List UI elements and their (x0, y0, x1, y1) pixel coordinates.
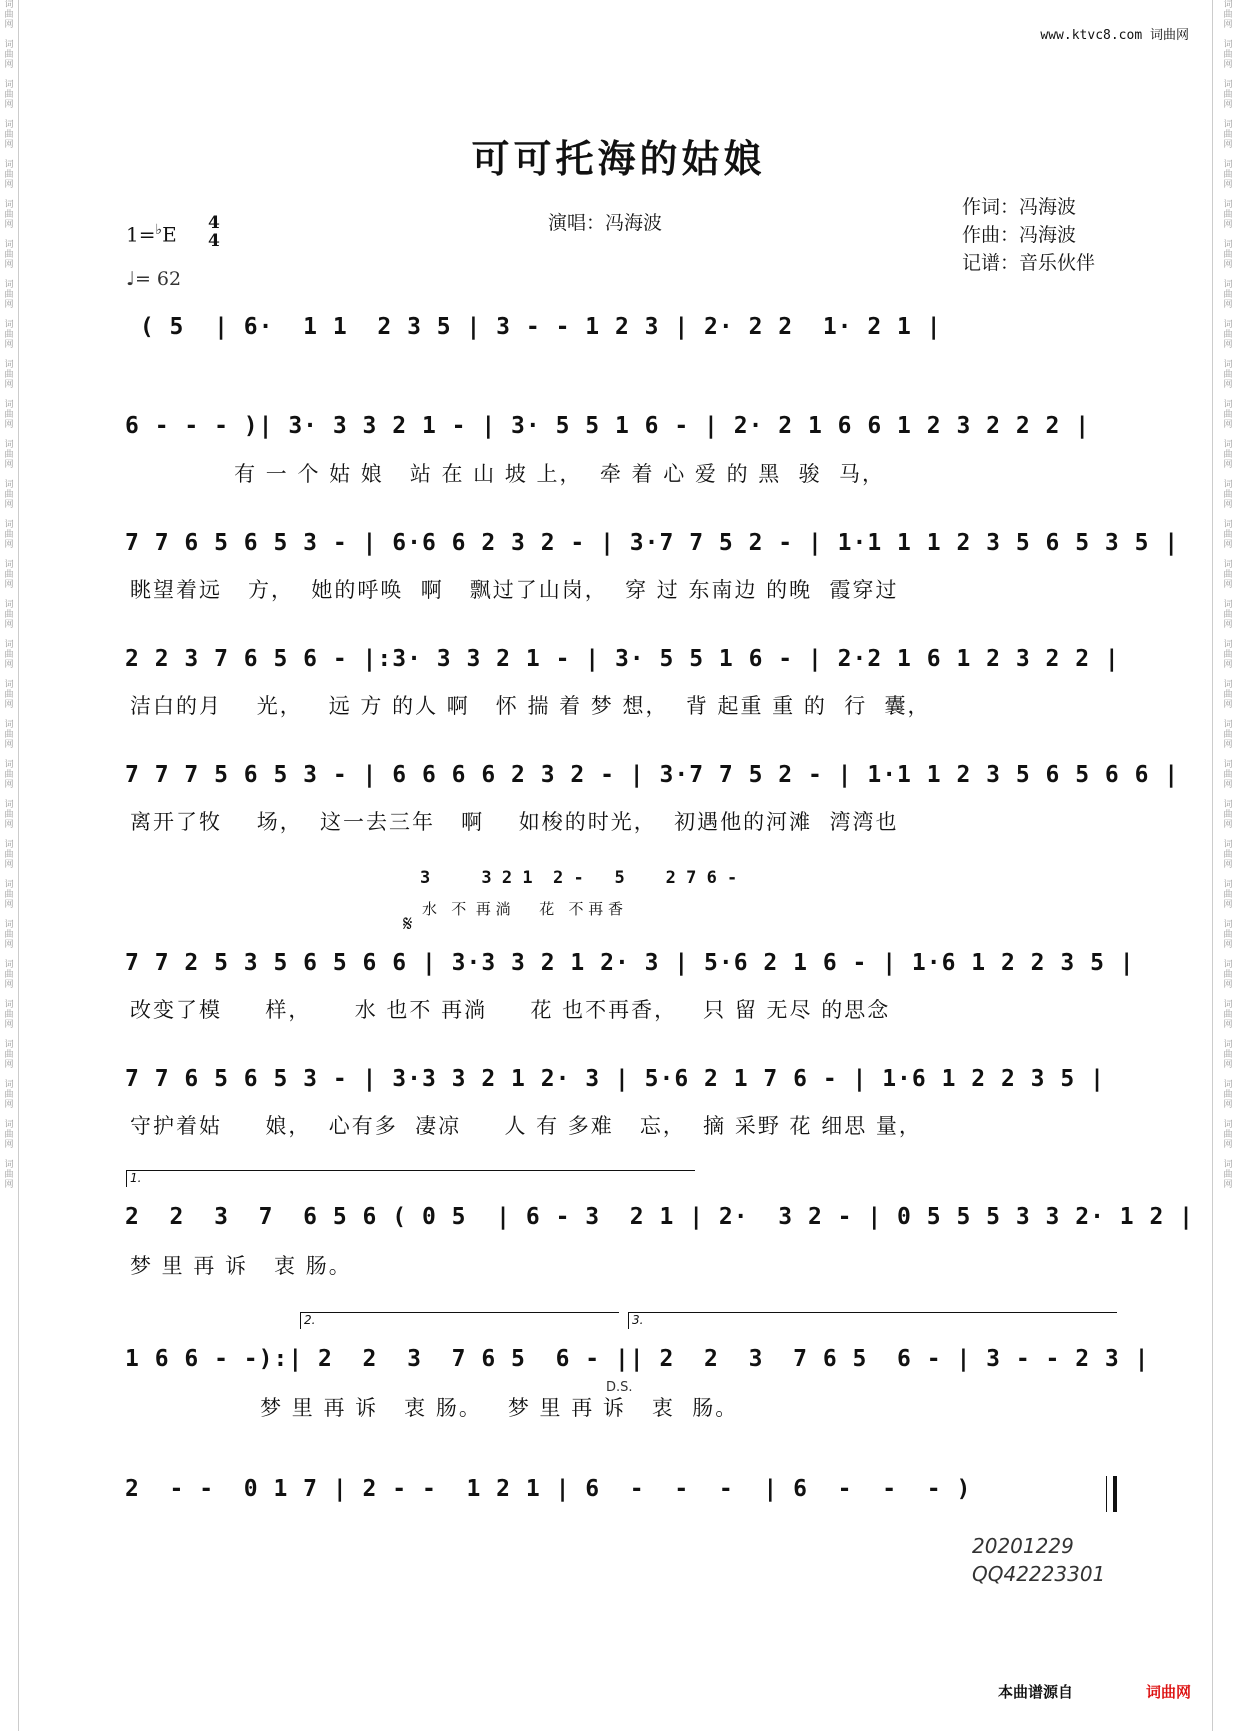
lyrics-row-9: 梦 里 再 诉 衷 肠。 梦 里 再 诉 衷 肠。 (130, 1396, 739, 1420)
performer-credit: 演唱：冯海波 (548, 212, 663, 234)
side-watermark-right: 词曲网 词曲网 词曲网 词曲网 词曲网 词曲网 词曲网 词曲网 词曲网 词曲网 词曲网 词曲网 词曲网 词曲网 词曲网 词曲网 词曲网 词曲网 词曲网 词曲网 词曲网 词曲网 词曲网 词曲网 词曲网 词曲网 词曲网 词曲网 词曲网 词曲网 (1223, 0, 1233, 1190)
site-brand[interactable]: 词曲网 (1149, 28, 1189, 43)
lyrics-row-8: 梦 里 再 诉 衷 肠。 (130, 1254, 352, 1278)
lyrics-row-6: 改变了模 样， 水 也不 再淌 花 也不再香， 只 留 无尽 的思念 (130, 998, 891, 1022)
left-border-line (18, 0, 19, 1731)
side-watermark-left: 词曲网 词曲网 词曲网 词曲网 词曲网 词曲网 词曲网 词曲网 词曲网 词曲网 词曲网 词曲网 词曲网 词曲网 词曲网 词曲网 词曲网 词曲网 词曲网 词曲网 词曲网 词曲网 词曲网 词曲网 词曲网 词曲网 词曲网 词曲网 词曲网 词曲网 (4, 0, 14, 1190)
final-barline-thick (1113, 1476, 1117, 1512)
song-credits (962, 193, 1095, 277)
transcriber-qq: QQ42223301 (972, 1562, 1106, 1586)
song-title: 可可托海的姑娘 (471, 136, 766, 181)
first-ending-bracket: 1. (126, 1170, 695, 1187)
transcription-date: 20201229 (972, 1534, 1074, 1558)
lyrics-row-5: 离开了牧 场， 这一去三年 啊 如梭的时光， 初遇他的河滩 湾湾也 (130, 810, 899, 834)
alt-verse-lyrics: 水 不 再 淌 花 不 再 香 (422, 900, 624, 918)
lyrics-row-7: 守护着姑 娘， 心有多 凄凉 人 有 多难 忘， 摘 采野 花 细思 量， (130, 1114, 922, 1138)
notation-row-3: 7 7 6 5 6 5 3 - | 6·6 6 2 3 2 - | 3·7 7 5 2 - | 1·1 1 1 2 3 5 6 5 3 5 | (125, 530, 1180, 556)
alt-verse-notation: 3 3 2 1 2 - 5 2 7 6 - (420, 868, 738, 888)
lyricist-credit: 作词：冯海波 (962, 196, 1077, 218)
notation-row-2: 6 - - - )| 3· 3 3 2 1 - | 3· 5 5 1 6 - | 2· 2 1 6 6 1 2 3 2 2 2 | (125, 413, 1091, 439)
notation-row-6: 7 7 2 5 3 5 6 5 6 6 | 3·3 3 2 1 2· 3 | 5·6 2 1 6 - | 1·6 1 2 2 3 5 | (125, 950, 1135, 976)
time-signature: 4 4 (208, 213, 220, 251)
dal-segno-marker: D.S. (606, 1380, 633, 1395)
third-ending-bracket: 3. (628, 1312, 1117, 1329)
notation-row-5: 7 7 7 5 6 5 3 - | 6 6 6 6 2 3 2 - | 3·7 7 5 2 - | 1·1 1 2 3 5 6 5 6 6 | (125, 762, 1180, 788)
notation-row-9: 1 6 6 - -):| 2 2 3 7 6 5 6 - || 2 2 3 7 6 5 6 - | 3 - - 2 3 | (125, 1346, 1150, 1372)
segno-sign: 𝄋 (403, 912, 413, 937)
notation-row-7: 7 7 6 5 6 5 3 - | 3·3 3 2 1 2· 3 | 5·6 2 1 7 6 - | 1·6 1 2 2 3 5 | (125, 1066, 1105, 1092)
key-signature: 1=♭E (126, 222, 177, 247)
final-barline-thin (1106, 1476, 1107, 1512)
lyrics-row-2: 有 一 个 姑 娘 站 在 山 坡 上， 牵 着 心 爱 的 黑 骏 马， (130, 462, 885, 486)
right-border-line (1212, 0, 1213, 1731)
notation-row-4: 2 2 3 7 6 5 6 - |:3· 3 3 2 1 - | 3· 5 5 1 6 - | 2·2 1 6 1 2 3 2 2 | (125, 646, 1120, 672)
notation-row-1: ( 5 | 6· 1 1 2 3 5 | 3 - - 1 2 3 | 2· 2 2 1· 2 1 | (125, 314, 942, 340)
second-ending-bracket: 2. (300, 1312, 619, 1329)
composer-credit: 作曲：冯海波 (962, 224, 1077, 246)
site-url[interactable]: www.ktvc8.com (1040, 28, 1143, 43)
source-label: 本曲谱源自 (998, 1683, 1074, 1701)
site-header[interactable] (1040, 24, 1189, 43)
transcriber-credit: 记谱：音乐伙伴 (962, 252, 1096, 274)
footer-brand-link[interactable]: 词曲网 (1146, 1683, 1192, 1701)
lyrics-row-3: 眺望着远 方， 她的呼唤 啊 飘过了山岗， 穿 过 东南边 的晚 霞穿过 (130, 578, 899, 602)
lyrics-row-4: 洁白的月 光， 远 方 的人 啊 怀 揣 着 梦 想， 背 起重 重 的 行 囊， (130, 694, 931, 718)
notation-row-8: 2 2 3 7 6 5 6 ( 0 5 | 6 - 3 2 1 | 2· 3 2 - | 0 5 5 5 3 3 2· 1 2 | (125, 1204, 1194, 1230)
tempo-marking: ♩= 62 (126, 268, 182, 290)
notation-row-10: 2 - - 0 1 7 | 2 - - 1 2 1 | 6 - - - | 6 - - - ) (125, 1476, 987, 1502)
